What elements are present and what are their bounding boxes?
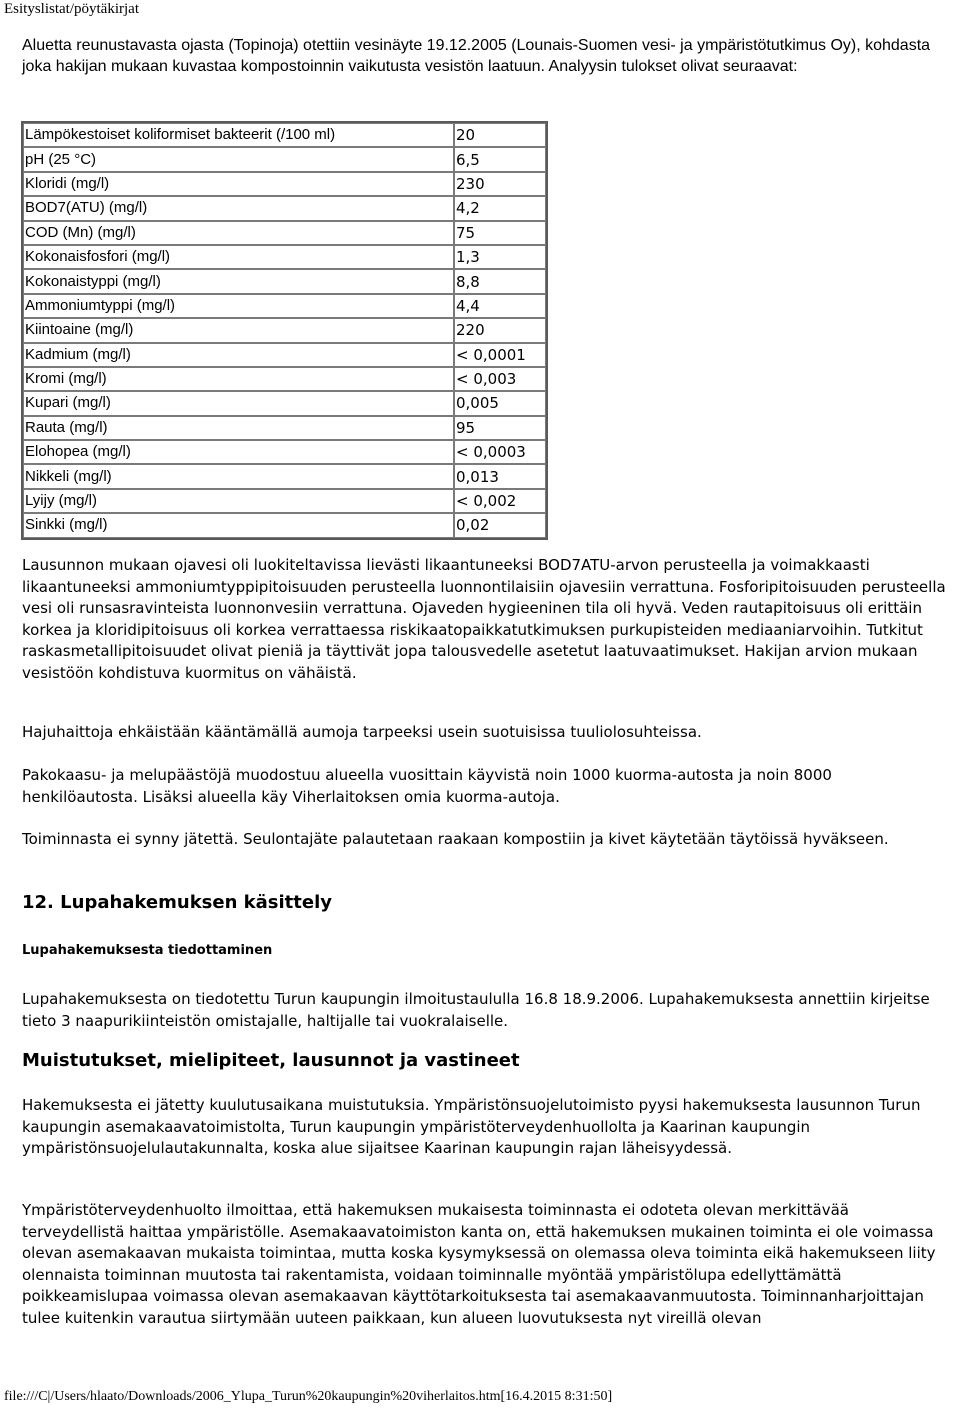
odor-paragraph: Hajuhaittoja ehkäistään kääntämällä aumoja tarpeeksi usein suotuisissa tuuliolosuhteissa. [22,723,702,741]
parameter-label: Sinkki (mg/l) [23,513,454,537]
table-row [23,416,546,440]
parameter-value: 20 [454,123,546,147]
odor-paragraph-block [22,722,947,744]
document-footer-path: file:///C|/Users/hlaato/Downloads/2006_Ylupa_Turun%20kaupungin%20viherlaitos.htm[16.4.2015 8:31:50] [4,1389,613,1404]
parameter-label: Kokonaisfosfori (mg/l) [23,245,454,269]
parameter-label: Ammoniumtyppi (mg/l) [23,294,454,318]
intro-paragraph: Aluetta reunustavasta ojasta (Topinoja) otettiin vesinäyte 19.12.2005 (Lounais-Suomen vesi- ja ympäristötutkimus Oy), kohdasta joka hakijan mukaan kuvastaa kompostoinnin vaikutusta vesistön laatuun. Analyysin tulokset olivat seuraavat: [22,37,931,75]
parameter-label: Kiintoaine (mg/l) [23,318,454,342]
notification-paragraph: Lupahakemuksesta on tiedotettu Turun kaupungin ilmoitustaululla 16.8 18.9.2006. Lupahakemuksesta annettiin kirjeitse tieto 3 naapurikiinteistön omistajalle, haltijalle tai vuokralaiselle. [22,990,930,1030]
parameter-value: < 0,002 [454,489,546,513]
parameter-label: Kloridi (mg/l) [23,172,454,196]
parameter-label: Kromi (mg/l) [23,367,454,391]
table-row [23,464,546,488]
parameter-value: 8,8 [454,269,546,293]
parameter-label: Lyijy (mg/l) [23,489,454,513]
parameter-value: 220 [454,318,546,342]
table-row [23,147,546,171]
table-row [23,513,546,537]
parameter-value: < 0,0001 [454,343,546,367]
parameter-value: 75 [454,221,546,245]
table-row [23,440,546,464]
parameter-label: Elohopea (mg/l) [23,440,454,464]
objections-paragraph-2-block [22,1200,947,1329]
section-12-heading: 12. Lupahakemuksen käsittely [22,892,332,913]
parameter-value: 95 [454,416,546,440]
analysis-results-table [21,121,548,540]
parameter-label: Kadmium (mg/l) [23,343,454,367]
parameter-value: < 0,003 [454,367,546,391]
table-row [23,367,546,391]
table-row [23,343,546,367]
notification-paragraph-block [22,989,947,1032]
table-row [23,294,546,318]
parameter-value: 4,2 [454,196,546,220]
objections-paragraph-2: Ympäristöterveydenhuolto ilmoittaa, että hakemuksen mukaisesta toiminnasta ei odoteta olevan merkittävää terveydellistä haittaa ympäristölle. Asemakaavatoimiston kanta on, että hakemuksen mukainen toiminta ei ole voimassa olevan asemakaavan mukaista toimintaa, mutta koska kysymyksessä on olemassa oleva toiminta eikä hakemukseen liity olennaista toiminnan muutosta tai rakentamista, voidaan toiminnalle myöntää ympäristölupa edellyttämättä poikkeamislupaa voimassa olevan asemakaavan käyttötarkoituksesta tai asemakaavanmuutosta. Toiminnanharjoittajan tulee kuitenkin varautua siirtymään uuteen paikkaan, kun alueen luovutuksesta nyt vireillä olevan [22,1201,936,1327]
parameter-value: 6,5 [454,147,546,171]
parameter-value: 230 [454,172,546,196]
notification-subheading: Lupahakemuksesta tiedottaminen [22,943,273,958]
parameter-label: Rauta (mg/l) [23,416,454,440]
parameter-label: COD (Mn) (mg/l) [23,221,454,245]
table-row [23,269,546,293]
parameter-label: Nikkeli (mg/l) [23,464,454,488]
parameter-value: 0,013 [454,464,546,488]
objections-paragraph-1-block [22,1095,947,1160]
document-header: Esityslistat/pöytäkirjat [4,1,139,17]
parameter-label: Kupari (mg/l) [23,391,454,415]
table-row [23,391,546,415]
parameter-value: 0,02 [454,513,546,537]
parameter-label: Kokonaistyppi (mg/l) [23,269,454,293]
table-row [23,489,546,513]
statement-paragraph: Lausunnon mukaan ojavesi oli luokiteltavissa lievästi likaantuneeksi BOD7ATU-arvon perusteella ja voimakkaasti likaantuneeksi ammoniumtyppipitoisuuden perusteella luonnontilaisiin ojavesiin verrattuna. Fosforipitoisuuden perusteella vesi oli runsasravinteista luonnonvesiin verrattuna. Ojaveden hygieeninen tila oli hyvä. Veden rautapitoisuus oli erittäin korkea ja kloridipitoisuus oli korkea verrattaessa riskikaatopaikkatutkimuksen purkupisteiden mediaaniarvoihin. Tutkitut raskasmetallipitoisuudet olivat pieniä ja täyttivät jopa talousvedelle asetetut laatuvaatimukset. Hakijan arvion mukaan vesistöön kohdistuva kuormitus on vähäistä. [22,556,946,682]
emissions-paragraph: Pakokaasu- ja melupäästöjä muodostuu alueella vuosittain käyvistä noin 1000 kuorma-autosta ja noin 8000 henkilöautosta. Lisäksi alueella käy Viherlaitoksen omia kuorma-autoja. [22,766,832,806]
parameter-value: 0,005 [454,391,546,415]
table-row [23,318,546,342]
parameter-label: BOD7(ATU) (mg/l) [23,196,454,220]
parameter-value: 4,4 [454,294,546,318]
statement-paragraph-block [22,555,947,684]
waste-paragraph-block [22,829,947,851]
emissions-paragraph-block [22,765,947,808]
table-row [23,172,546,196]
parameter-label: pH (25 °C) [23,147,454,171]
objections-heading: Muistutukset, mielipiteet, lausunnot ja vastineet [22,1050,520,1071]
parameter-label: Lämpökestoiset koliformiset bakteerit (/100 ml) [23,123,454,147]
table-row [23,245,546,269]
table-row [23,196,546,220]
intro-block [22,35,952,77]
objections-paragraph-1: Hakemuksesta ei jätetty kuulutusaikana muistutuksia. Ympäristönsuojelutoimisto pyysi hakemuksesta lausunnon Turun kaupungin asemakaavatoimistolta, Turun kaupungin ympäristöterveydenhuollolta ja Kaarinan kaupungin ympäristönsuojelulautakunnalta, koska alue sijaitsee Kaarinan kaupungin rajan läheisyydessä. [22,1096,921,1157]
parameter-value: < 0,0003 [454,440,546,464]
parameter-value: 1,3 [454,245,546,269]
table-row [23,123,546,147]
waste-paragraph: Toiminnasta ei synny jätettä. Seulontajäte palautetaan raakaan kompostiin ja kivet käytetään täytöissä hyväkseen. [22,830,889,848]
table-row [23,221,546,245]
